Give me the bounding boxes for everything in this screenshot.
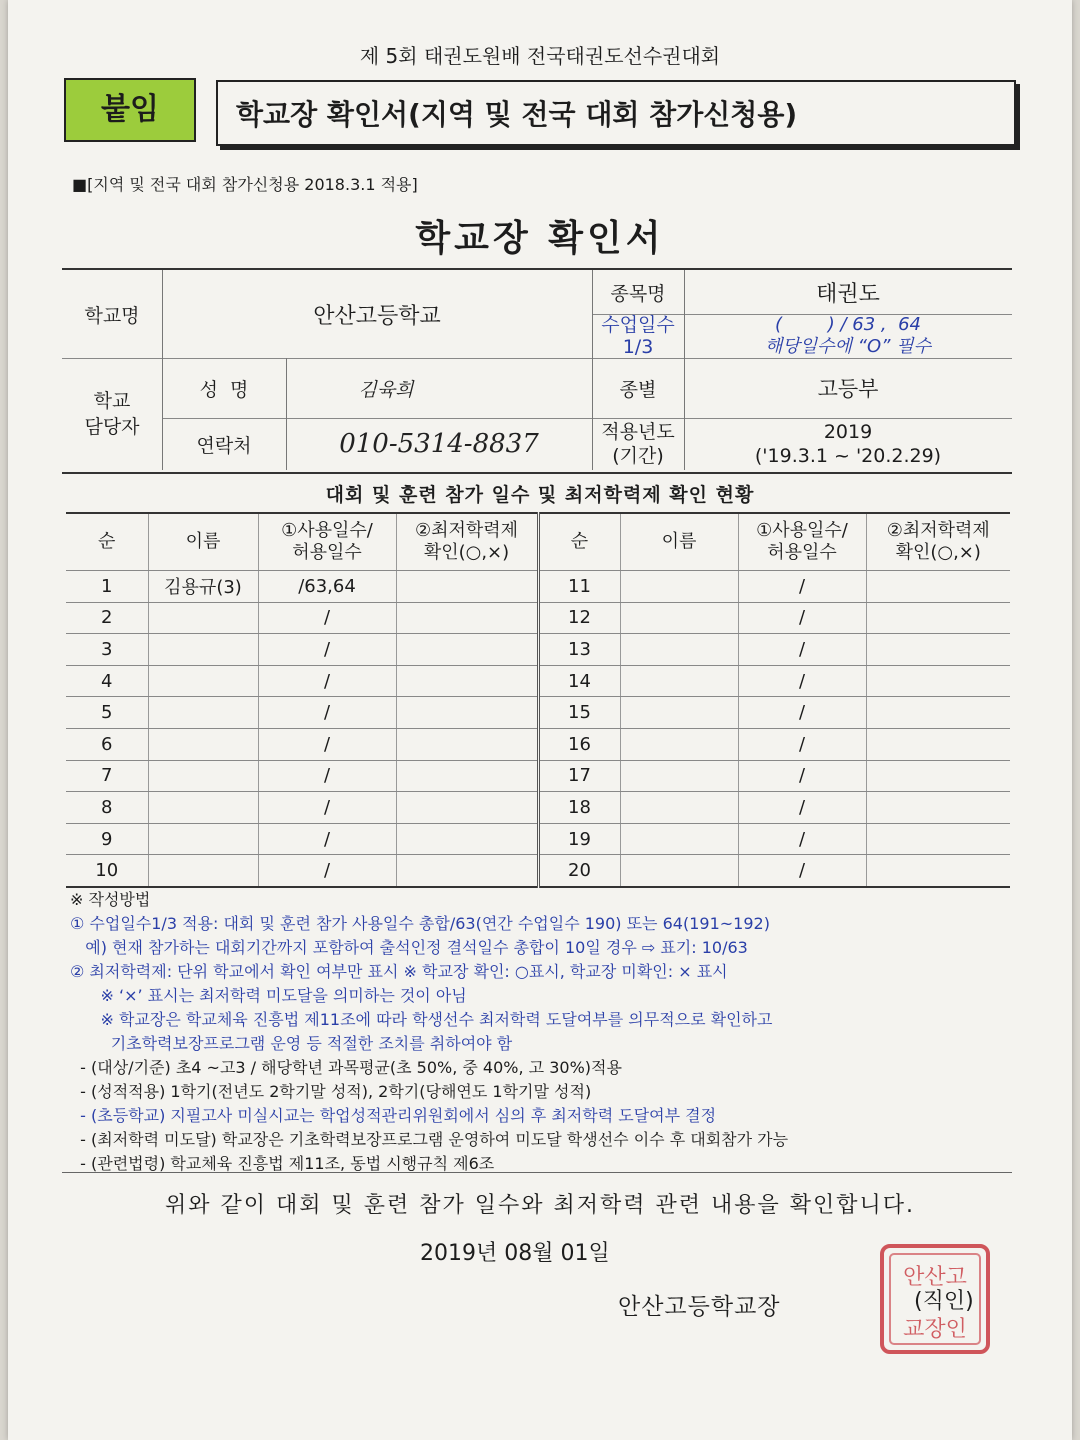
row-days-right: / [738,665,866,697]
row-days-right: / [738,855,866,887]
row-name [148,602,258,634]
row-no: 3 [66,634,148,666]
row-days-right: / [738,602,866,634]
divider [62,1172,1012,1173]
row-no: 7 [66,760,148,792]
instruction-line: - (관련법령) 학교체육 진흥법 제11조, 동법 시행규칙 제6조 [70,1154,495,1173]
row-no: 9 [66,823,148,855]
row-name-right [620,634,738,666]
header-days-right [738,513,866,571]
instruction-line: 예) 현재 참가하는 대회기간까지 포함하여 출석인정 결석일수 총합이 10일 경우 ⇨ 표기: 10/63 [70,938,748,957]
instruction-line: ※ ‘×’ 표시는 최저학력 미도달을 의미하는 것이 아님 [70,986,467,1005]
row-check-right [866,823,1010,855]
header-check-line2: 확인(○,×) [423,542,510,563]
row-name-right [620,728,738,760]
row-name [148,760,258,792]
svg-text:안산고: 안산고 [903,1265,967,1290]
year-label-line2: (기간) [612,445,664,467]
instruction-line: ※ 학교장은 학교체육 진흥법 제11조에 따라 학생선수 최저학력 도달여부를 의무적으로 확인하고 [70,1010,773,1029]
row-check [396,665,538,697]
division-value: 고등부 [817,377,879,401]
row-no-right: 11 [538,571,620,603]
school-days-value [684,314,1012,358]
row-no-right: 15 [538,697,620,729]
table-row [66,823,1010,855]
row-name-right [620,823,738,855]
roster-section-title: 대회 및 훈련 참가 일수 및 최저학력제 확인 현황 [325,484,755,506]
header-days [258,513,396,571]
row-check-right [866,697,1010,729]
row-no: 5 [66,697,148,729]
year-label [592,418,684,470]
row-name-right [620,792,738,824]
header-name-right: 이름 [620,513,738,571]
instruction-line: 기초학력보장프로그램 운영 등 적절한 조치를 취하여야 함 [70,1034,513,1053]
row-check-right [866,728,1010,760]
roster-header-row [66,513,1010,571]
header-check-right-line2: 확인(○,×) [895,542,981,563]
row-name-right [620,665,738,697]
row-no: 4 [66,665,148,697]
staff-label-line2: 담당자 [84,416,140,438]
row-name-right [620,571,738,603]
staff-label-line1: 학교 [93,390,131,412]
school-days-label-line1: 수업일수 [601,314,675,336]
table-row [66,697,1010,729]
row-name [148,634,258,666]
row-days-right: / [738,823,866,855]
year-label-line1: 적용년도 [601,421,675,443]
row-name [148,697,258,729]
school-name-label: 학교명 [84,304,140,327]
row-check [396,571,538,603]
instructions-heading: ※ 작성방법 [70,890,151,909]
header-check-right-line1: ②최저학력제 [886,519,990,541]
event-title: 제 5회 태권도원배 전국태권도선수권대회 [359,44,721,68]
instruction-line: - (초등학교) 지필고사 미실시교는 학업성적관리위원회에서 심의 후 최저학력 도달여부 결정 [70,1106,717,1125]
instruction-line: ② 최저학력제: 단위 학교에서 확인 여부만 표시 ※ 학교장 확인: ○표시, 학교장 미확인: × 표시 [70,962,728,981]
staff-label [62,358,162,470]
row-days: /63,64 [258,571,396,603]
row-check-right [866,571,1010,603]
school-days-fraction: ( ) / 63 , 64 [774,314,922,335]
row-days: / [258,823,396,855]
row-days: / [258,697,396,729]
division-label: 종별 [619,378,657,401]
row-no: 2 [66,602,148,634]
instructions [70,888,1020,1176]
school-days-note: 해당일수에 “O” 필수 [765,336,931,357]
table-row [66,634,1010,666]
row-check-right [866,602,1010,634]
roster-table [66,512,1010,888]
document-title: 학교장 확인서 [415,218,665,259]
form-title: 학교장 확인서(지역 및 전국 대회 참가신청용) [216,80,1016,146]
table-row [66,665,1010,697]
header-days-line1: ①사용일수/ [281,519,373,541]
table-row [66,792,1010,824]
form-note: ■[지역 및 전국 대회 참가신청용 2018.3.1 적용] [72,175,418,194]
row-no-right: 19 [538,823,620,855]
event-label: 종목명 [610,282,666,305]
row-no-right: 16 [538,728,620,760]
header-days-line2: 허용일수 [292,542,362,563]
school-info-table [62,268,1012,474]
table-row [66,602,1010,634]
header-no-right: 순 [538,513,620,571]
row-check-right [866,760,1010,792]
instruction-line: - (최저학력 미도달) 학교장은 기초학력보장프로그램 운영하여 미도달 학생선수 이수 후 대회참가 가능 [70,1130,789,1149]
instruction-line: - (성적적용) 1학기(전년도 2학기말 성적), 2학기(당해연도 1학기말 성적) [70,1082,592,1101]
principal-title: 안산고등학교장 [618,1294,781,1320]
row-days-right: / [738,728,866,760]
staff-name-value: 김육희 [358,378,414,401]
staff-contact-label: 연락처 [196,434,252,457]
table-row [66,760,1010,792]
row-days: / [258,792,396,824]
row-no: 6 [66,728,148,760]
table-row [66,571,1010,603]
row-name: 김용규(3) [148,571,258,603]
row-no-right: 12 [538,602,620,634]
row-check-right [866,855,1010,887]
header-days-right-line2: 허용일수 [767,542,837,563]
school-days-label-line2: 1/3 [622,336,654,358]
annex-badge: 붙임 [64,78,196,142]
row-no-right: 14 [538,665,620,697]
row-name [148,665,258,697]
row-check-right [866,665,1010,697]
instruction-line: - (대상/기준) 초4 ~고3 / 해당학년 과목평균(초 50%, 중 40%, 고 30%)적용 [70,1058,622,1077]
row-days: / [258,634,396,666]
row-name [148,823,258,855]
instruction-line: ① 수업일수1/3 적용: 대회 및 훈련 참가 사용일수 총합/63(연간 수업일수 190) 또는 64(191~192) [70,914,770,933]
row-no-right: 18 [538,792,620,824]
row-name-right [620,602,738,634]
header-no: 순 [66,513,148,571]
header-check-line1: ②최저학력제 [414,519,519,541]
event-value: 태권도 [816,281,880,307]
row-name [148,792,258,824]
table-row [66,728,1010,760]
row-days: / [258,760,396,792]
row-days: / [258,855,396,887]
school-days-label [592,314,684,358]
header-name: 이름 [148,513,258,571]
school-name-value: 안산고등학교 [313,303,441,329]
row-check [396,697,538,729]
row-no: 1 [66,571,148,603]
row-check [396,823,538,855]
staff-name-label: 성 명 [199,378,249,401]
row-check [396,792,538,824]
row-days-right: / [738,634,866,666]
row-check [396,602,538,634]
row-no-right: 20 [538,855,620,887]
row-name [148,728,258,760]
header-check [396,513,538,571]
row-no: 8 [66,792,148,824]
row-check [396,855,538,887]
row-days-right: / [738,571,866,603]
row-name-right [620,697,738,729]
staff-contact-value: 010-5314-8837 [339,429,539,459]
row-days-right: / [738,792,866,824]
header-days-right-line1: ①사용일수/ [756,519,848,541]
row-name [148,855,258,887]
row-check-right [866,792,1010,824]
svg-text:교장인: 교장인 [903,1317,967,1342]
row-days: / [258,728,396,760]
row-check [396,760,538,792]
year-value-line2: ('19.3.1 ~ '20.2.29) [754,445,942,467]
year-value [684,418,1012,470]
row-days: / [258,602,396,634]
confirmation-statement: 위와 같이 대회 및 훈련 참가 일수와 최저학력 관련 내용을 확인합니다. [165,1193,915,1218]
row-days: / [258,665,396,697]
row-name-right [620,760,738,792]
row-check-right [866,634,1010,666]
row-name-right [620,855,738,887]
year-value-line1: 2019 [823,421,873,443]
seal-label: (직인) [914,1289,974,1314]
row-no-right: 17 [538,760,620,792]
row-no: 10 [66,855,148,887]
issue-date: 2019년 08월 01일 [420,1241,610,1266]
row-no-right: 13 [538,634,620,666]
row-check [396,728,538,760]
table-row [66,855,1010,887]
row-days-right: / [738,697,866,729]
row-days-right: / [738,760,866,792]
header-check-right [866,513,1010,571]
row-check [396,634,538,666]
